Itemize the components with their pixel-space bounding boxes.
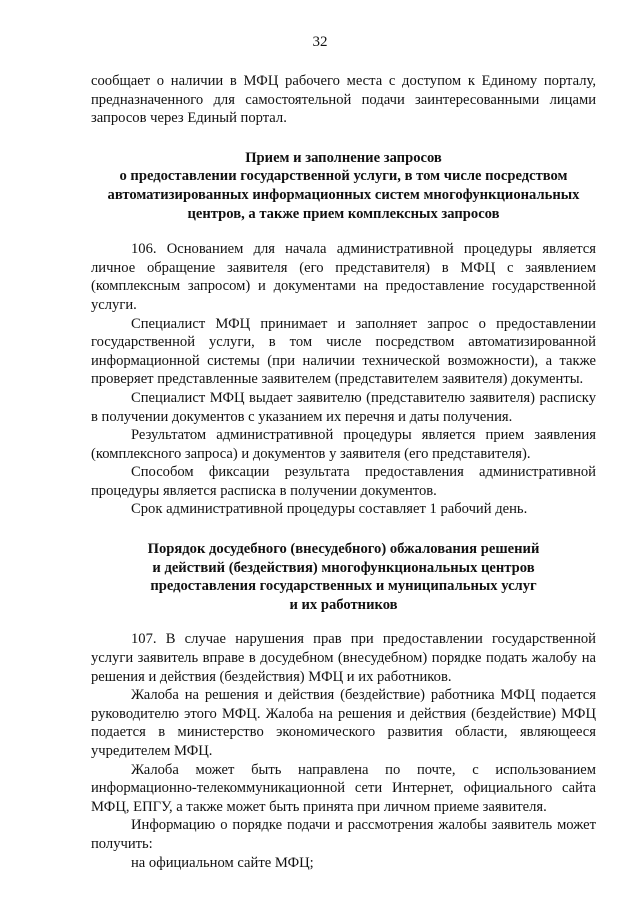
section-heading-appeal — [91, 540, 596, 614]
paragraph: на официальном сайте МФЦ; — [131, 854, 314, 871]
heading-line: предоставления государственных и муниципальных услуг — [150, 578, 537, 595]
paragraph: Срок административной процедуры составляет 1 рабочий день. — [131, 501, 528, 518]
paragraph: Результатом административной процедуры является прием заявления (комплексного запроса) и документов у заявителя (его представителя). — [91, 427, 596, 462]
heading-line: и действий (бездействия) многофункциональных центров — [152, 559, 535, 576]
paragraph: Жалоба на решения и действия (бездействие) работника МФЦ подается руководителю этого МФЦ. Жалоба на решения и действия (бездействие) МФЦ подается в министерство экономического развития области, являющееся учредителем МФЦ. — [91, 687, 596, 759]
paragraph-107: 107. В случае нарушения прав при предоставлении государственной услуги заявитель вправе в досудебном (внесудебном) порядке подать жалобу на решения и действия (бездействия) МФЦ и их работников. — [91, 631, 596, 685]
heading-line: о предоставлении государственной услуги, в том числе посредством — [119, 168, 568, 185]
page-number: 32 — [312, 34, 328, 50]
paragraph: Специалист МФЦ выдает заявителю (представителю заявителя) расписку в получении документов с указанием их перечня и даты получения. — [91, 389, 596, 425]
heading-line: Порядок досудебного (внесудебного) обжалования решений — [147, 541, 540, 558]
heading-line: автоматизированных информационных систем многофункциональных — [107, 186, 580, 203]
heading-line: центров, а также прием комплексных запросов — [187, 205, 500, 222]
document-body — [91, 72, 596, 872]
paragraph: Жалоба может быть направлена по почте, с использованием информационно-телекоммуникационной сети Интернет, официального сайта МФЦ, ЕПГУ, а также может быть принята при личном приеме заявителя. — [91, 761, 596, 815]
heading-line: и их работников — [289, 596, 398, 613]
paragraph-106: 106. Основанием для начала административной процедуры является личное обращение заявителя (его представителя) в МФЦ с заявлением (комплексным запросом) и документами на предоставление государственной услуги. — [91, 241, 596, 313]
paragraph: Информацию о порядке подачи и рассмотрения жалобы заявитель может получить: — [91, 817, 596, 852]
section-heading-reception — [91, 149, 596, 223]
paragraph: Способом фиксации результата предоставления административной процедуры является расписка в получении документов. — [91, 464, 596, 499]
heading-line: Прием и заполнение запросов — [245, 149, 442, 166]
paragraph: Специалист МФЦ принимает и заполняет запрос о предоставлении государственной услуги, в том числе посредством автоматизированной информационной системы (при наличии технической возможности), а также проверяет представленные заявителем (представителем заявителя) документы. — [91, 315, 596, 388]
intro-paragraph: сообщает о наличии в МФЦ рабочего места с доступом к Единому порталу, предназначенного для самостоятельной подачи заинтересованными лицами запросов через Единый портал. — [91, 73, 596, 127]
